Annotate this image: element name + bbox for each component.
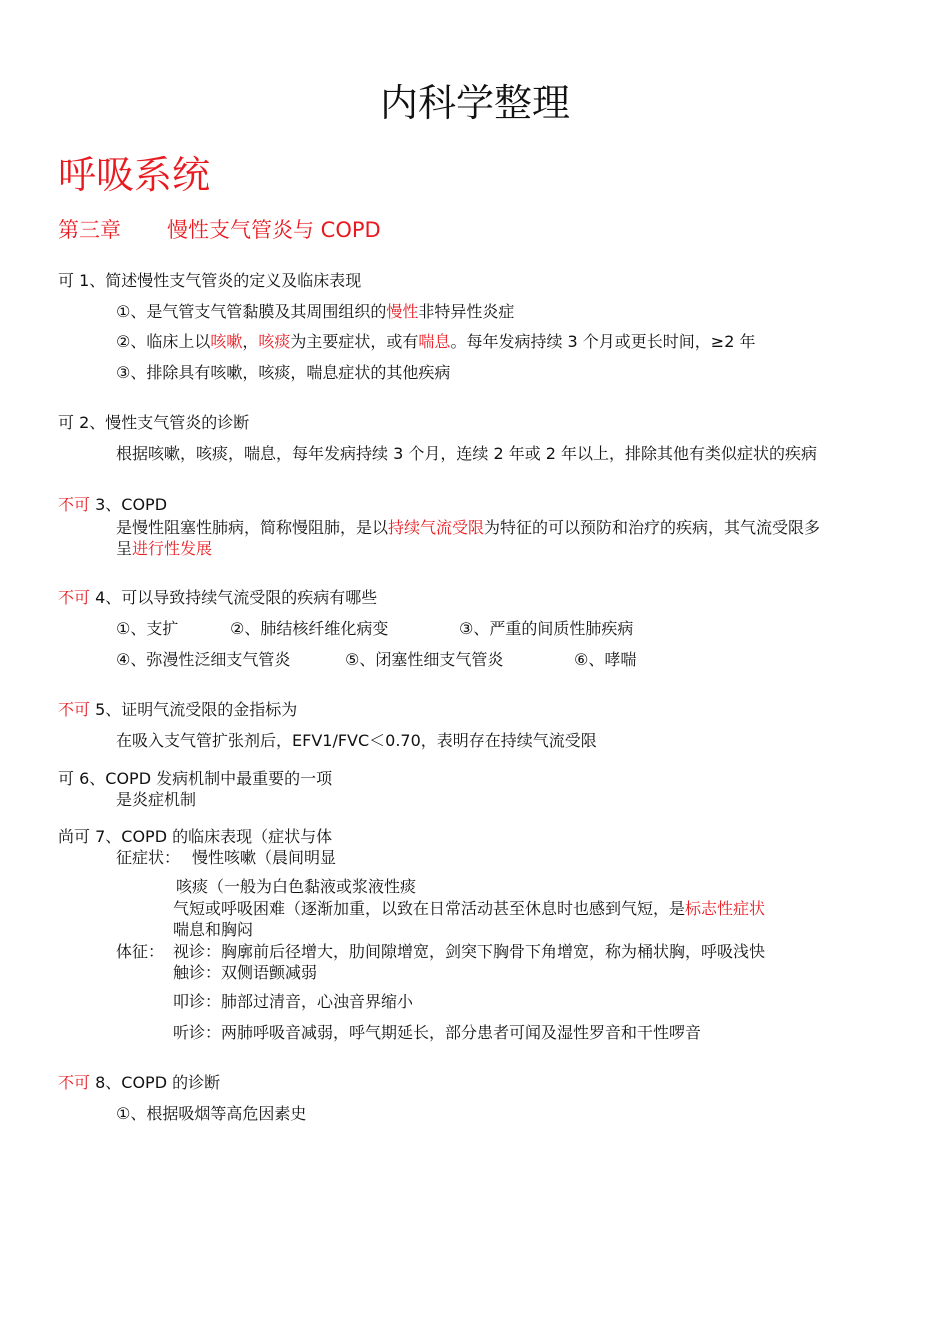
- q4-list-row-1: [116, 619, 633, 639]
- q1-line-1: ①、是气管支气管黏膜及其周围组织的慢性非特异性炎症: [116, 302, 515, 321]
- q7-symptom-label: 征症状：: [116, 848, 181, 867]
- q5-text: 5、证明气流受限的金指标为: [95, 700, 298, 719]
- q1-prefix: 可: [58, 271, 75, 290]
- list-item: ③、严重的间质性肺疾病: [459, 619, 634, 638]
- q8-line-1: ①、根据吸烟等高危因素史: [116, 1104, 307, 1123]
- q3-text: 3、COPD: [95, 495, 168, 514]
- q1-line-2: ②、临床上以咳嗽，咳痰为主要症状，或有喘息。每年发病持续 3 个月或更长时间，≥2 年: [116, 332, 756, 351]
- q5-line-1: 在吸入支气管扩张剂后，EFV1/FVC＜0.70，表明存在持续气流受限: [116, 731, 597, 750]
- q3-line-2: 呈进行性发展: [116, 539, 213, 558]
- question-5: [58, 700, 297, 720]
- question-8: [58, 1073, 220, 1093]
- q2-text: 2、慢性支气管炎的诊断: [79, 413, 250, 432]
- question-7: [58, 827, 332, 847]
- question-6: [58, 769, 332, 789]
- q8-prefix: 不可: [58, 1073, 91, 1092]
- chapter-heading: [58, 216, 381, 244]
- q7-sign-label: 体征：: [116, 942, 165, 961]
- list-item: ⑤、闭塞性细支气管炎: [345, 650, 504, 669]
- question-2: [58, 413, 249, 433]
- q7-symptom-2: 咳痰（一般为白色黏液或浆液性痰: [176, 877, 417, 896]
- q5-prefix: 不可: [58, 700, 91, 719]
- q3-prefix: 不可: [58, 495, 91, 514]
- q7-prefix: 尚可: [58, 827, 91, 846]
- q7-sign-inspection: 视诊：胸廓前后径增大，肋间隙增宽，剑突下胸骨下角增宽，称为桶状胸，呼吸浅快: [173, 942, 766, 961]
- list-item: ④、弥漫性泛细支气管炎: [116, 650, 291, 669]
- q1-line-3: ③、排除具有咳嗽，咳痰，喘息症状的其他疾病: [116, 363, 451, 382]
- q7-sign-palpation: 触诊：双侧语颤减弱: [173, 963, 318, 982]
- system-heading: 呼吸系统: [58, 153, 211, 197]
- chapter-label: 第三章: [58, 218, 121, 242]
- q7-text: 7、COPD 的临床表现（症状与体: [95, 827, 333, 846]
- q6-line-1: 是炎症机制: [116, 790, 197, 809]
- q7-sign-percussion: 叩诊：肺部过清音，心浊音界缩小: [173, 992, 414, 1011]
- q7-symptom-1: 慢性咳嗽（晨间明显: [192, 848, 337, 867]
- document-title: 内科学整理: [379, 81, 570, 125]
- list-item: ②、肺结核纤维化病变: [230, 619, 389, 638]
- q3-line-1: 是慢性阻塞性肺病，简称慢阻肺，是以持续气流受限为特征的可以预防和治疗的疾病，其气流受限多: [116, 518, 821, 537]
- q1-text: 1、简述慢性支气管炎的定义及临床表现: [79, 271, 362, 290]
- q4-list-row-2: [116, 650, 636, 670]
- q4-prefix: 不可: [58, 588, 91, 607]
- list-item: ①、支扩: [116, 619, 179, 638]
- question-3: [58, 495, 167, 515]
- q7-symptom-4: 喘息和胸闷: [173, 920, 254, 939]
- question-1: [58, 271, 361, 291]
- question-4: [58, 588, 377, 608]
- q4-text: 4、可以导致持续气流受限的疾病有哪些: [95, 588, 378, 607]
- q6-prefix: 可: [58, 769, 75, 788]
- q7-symptom-3: 气短或呼吸困难（逐渐加重，以致在日常活动甚至休息时也感到气短，是标志性症状: [173, 899, 766, 918]
- list-item: ⑥、哮喘: [574, 650, 637, 669]
- q2-prefix: 可: [58, 413, 75, 432]
- q2-line-1: 根据咳嗽，咳痰，喘息，每年发病持续 3 个月，连续 2 年或 2 年以上，排除其他有类似症状的疾病: [116, 444, 818, 463]
- q8-text: 8、COPD 的诊断: [95, 1073, 221, 1092]
- q7-sign-auscultation: 听诊：两肺呼吸音减弱，呼气期延长，部分患者可闻及湿性罗音和干性啰音: [173, 1023, 702, 1042]
- q6-text: 6、COPD 发病机制中最重要的一项: [79, 769, 333, 788]
- chapter-title: 慢性支气管炎与 COPD: [167, 218, 381, 242]
